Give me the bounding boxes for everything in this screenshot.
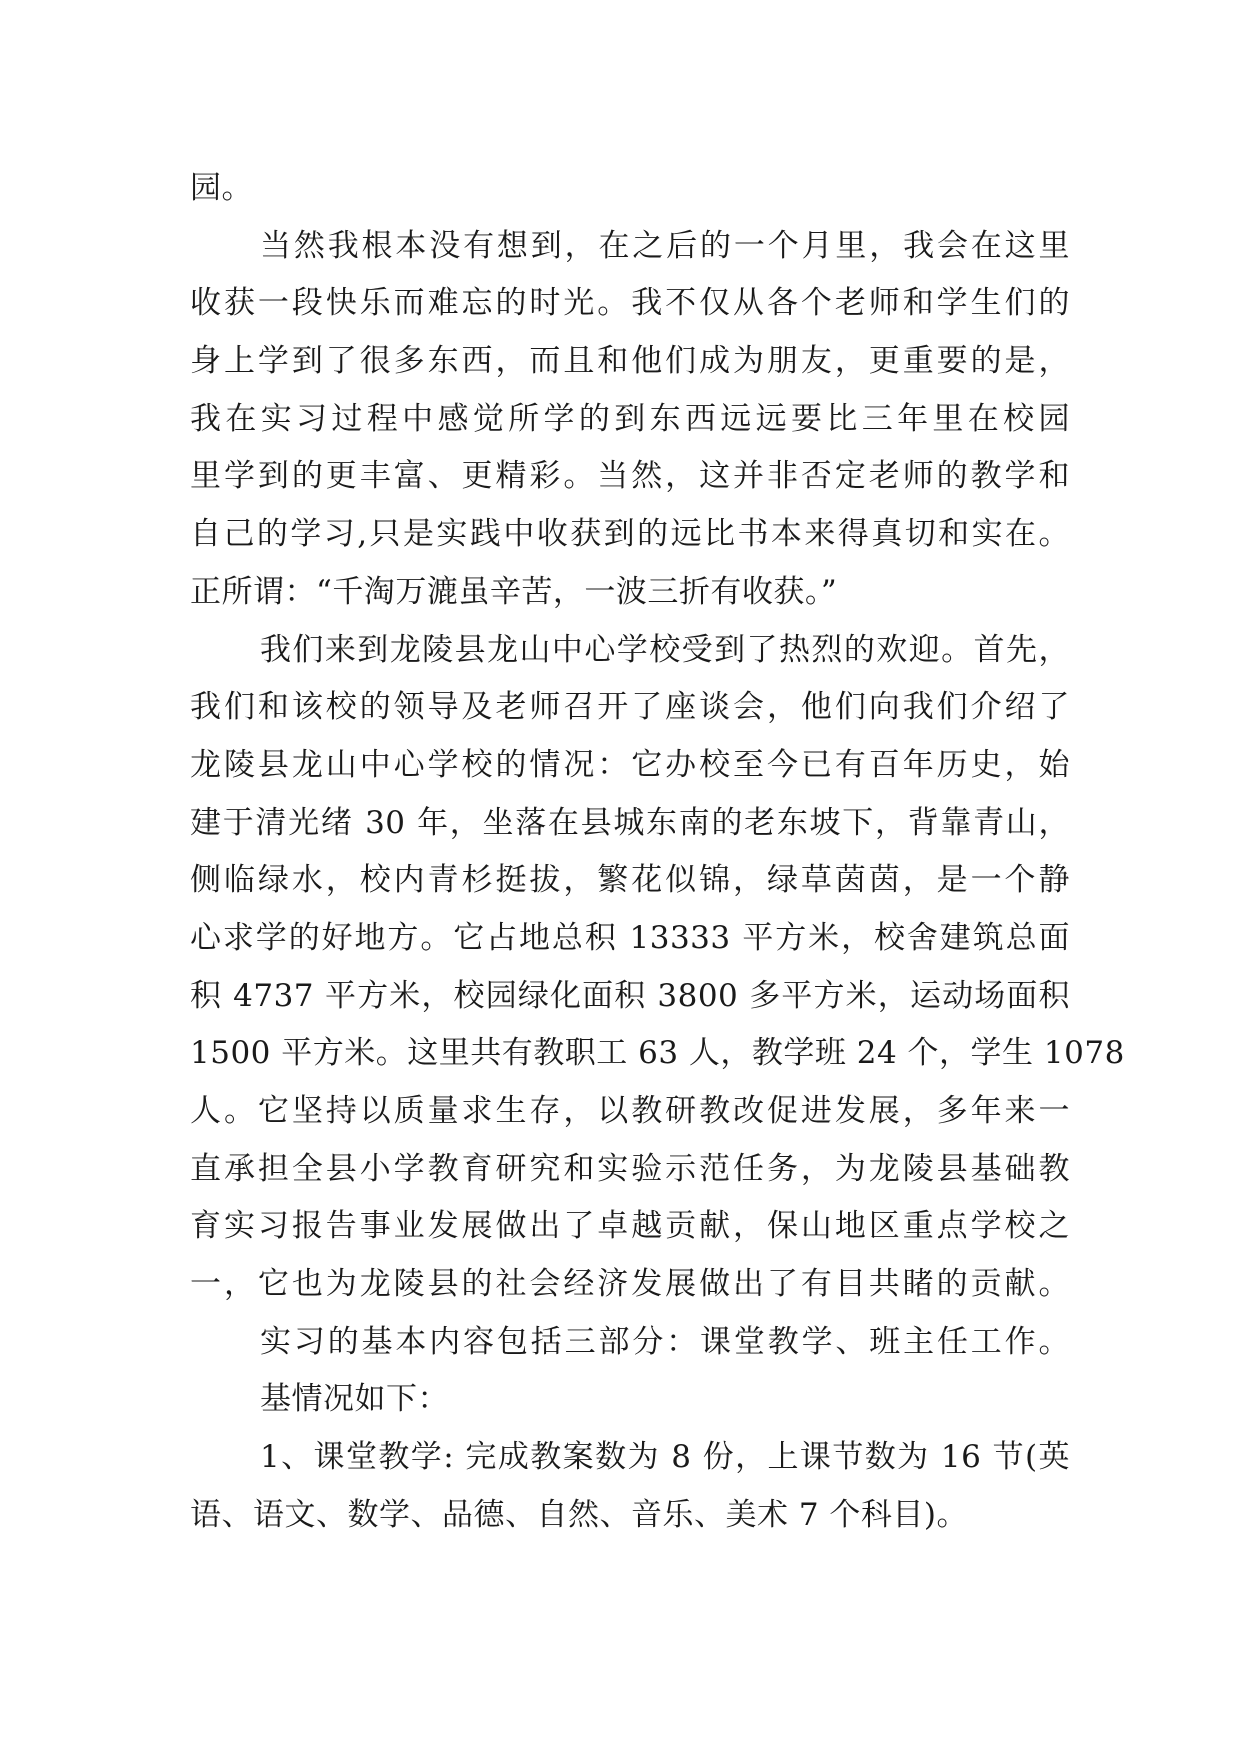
text-line: 育实习报告事业发展做出了卓越贡献，保山地区重点学校之 <box>190 1208 1070 1245</box>
text-line: 基情况如下： <box>260 1381 449 1418</box>
text-line: 正所谓：“千淘万漉虽辛苦，一波三折有收获。” <box>190 573 838 610</box>
text-line: 园。 <box>190 170 253 206</box>
text-line: 里学到的更丰富、更精彩。当然，这并非否定老师的教学和 <box>190 458 1070 495</box>
text-line: 积 4737 平方米，校园绿化面积 3800 多平方米，运动场面积 <box>190 977 1070 1014</box>
text-line: 一，它也为龙陵县的社会经济发展做出了有目共睹的贡献。 <box>190 1266 1070 1303</box>
text-line: 收获一段快乐而难忘的时光。我不仅从各个老师和学生们的 <box>190 285 1070 322</box>
text-line: 建于清光绪 30 年，坐落在县城东南的老东坡下，背靠青山， <box>190 804 1070 841</box>
body-text <box>190 160 1125 1545</box>
text-line: 自己的学习,只是实践中收获到的远比书本来得真切和实在。 <box>190 516 1070 553</box>
text-line: 1、课堂教学: 完成教案数为 8 份，上课节数为 16 节(英 <box>260 1439 1070 1476</box>
text-line: 龙陵县龙山中心学校的情况：它办校至今已有百年历史，始 <box>190 746 1070 783</box>
text-line: 我在实习过程中感觉所学的到东西远远要比三年里在校园 <box>190 400 1070 437</box>
text-line: 我们和该校的领导及老师召开了座谈会，他们向我们介绍了 <box>190 689 1070 726</box>
text-line: 我们来到龙陵县龙山中心学校受到了热烈的欢迎。首先， <box>260 631 1070 668</box>
text-line: 心求学的好地方。它占地总积 13333 平方米，校舍建筑总面 <box>190 919 1070 956</box>
text-line: 语、语文、数学、品德、自然、音乐、美术 7 个科目)。 <box>190 1496 969 1533</box>
text-line: 1500 平方米。这里共有教职工 63 人，教学班 24 个，学生 1078 <box>190 1035 1125 1072</box>
text-line: 实习的基本内容包括三部分：课堂教学、班主任工作。 <box>260 1323 1070 1360</box>
text-line: 当然我根本没有想到，在之后的一个月里，我会在这里 <box>260 227 1070 264</box>
text-line: 人。它坚持以质量求生存，以教研教改促进发展，多年来一 <box>190 1093 1070 1129</box>
text-line: 侧临绿水，校内青杉挺拔，繁花似锦，绿草茵茵，是一个静 <box>190 862 1070 899</box>
text-line: 直承担全县小学教育研究和实验示范任务，为龙陵县基础教 <box>190 1150 1070 1187</box>
text-line: 身上学到了很多东西，而且和他们成为朋友，更重要的是， <box>190 343 1070 380</box>
